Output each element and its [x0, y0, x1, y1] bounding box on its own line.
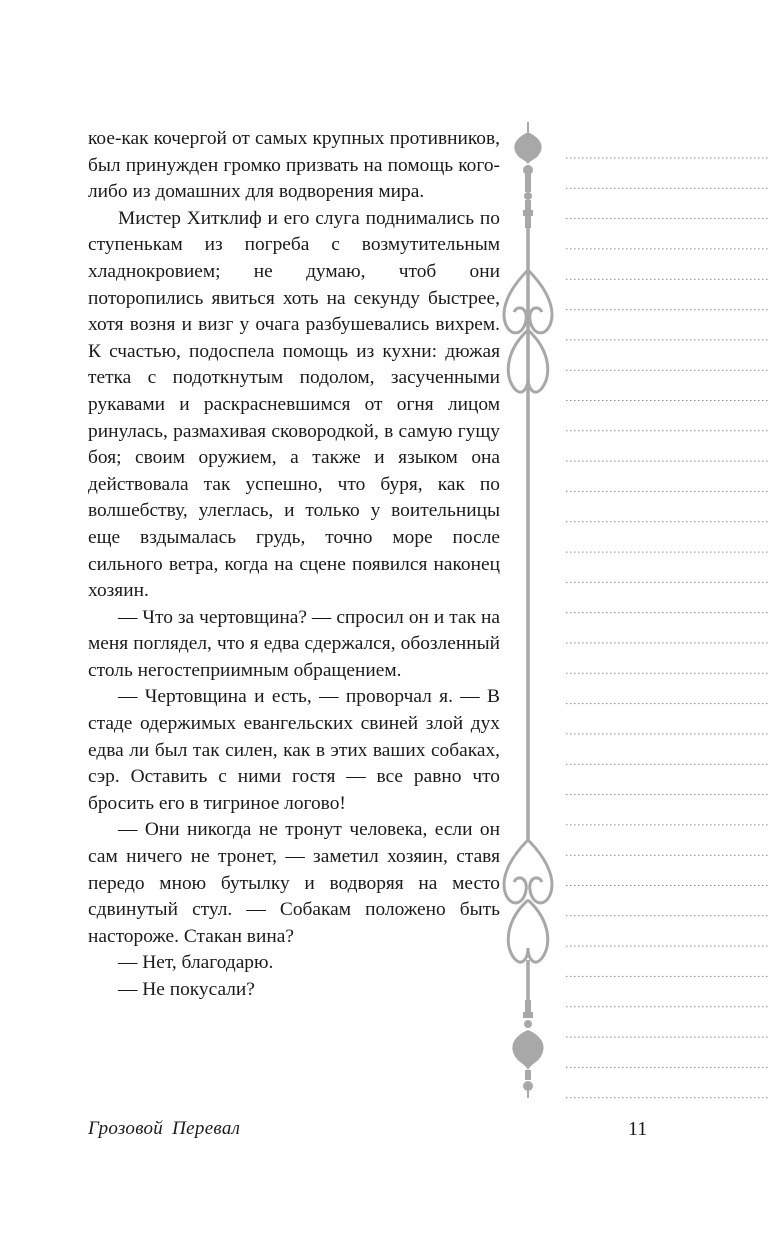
running-footer-title: Грозовой Перевал [88, 1118, 241, 1139]
paragraph-1: кое-как кочергой от самых крупных противников, был принужден громко призвать на помощь кого-либо из домашних для водворения мира. [88, 128, 500, 203]
paragraph-2: Мистер Хитклиф и его слуга поднимались по ступенькам из погреба с возмутительным хладнокровием; не думаю, чтоб они поторопились явиться хоть на секунду быстрее, хотя возня и визг у очага разбушевались вихрем. К счастью, подоспела помощь из кухни: дюжая тетка с подоткнутым подолом, засученными рукавами и раскрасневшимся от огня лицом ринулась, размахивая сковородкой, в самую гущу боя; своим оружием, а также и языком она действовала так успешно, что буря, как по волшебству, улеглась, и только у воительницы еще вздымалась грудь, точно море после сильного ветра, когда на сцене появился наконец хозяин. [88, 207, 500, 602]
decorative-divider [496, 120, 560, 1100]
note-lines [566, 128, 768, 1108]
paragraph-6: — Нет, благодарю. [118, 952, 274, 974]
page-number: 11 [628, 1118, 648, 1140]
paragraph-5: — Они никогда не тронут человека, если он сам ничего не тронет, — заметил хозяин, ставя передо мною бутылку и водворяя на место сдвинутый стул. — Собакам положено быть настороже. Стакан вина? [88, 819, 500, 947]
paragraph-7: — Не покусали? [118, 979, 255, 1000]
paragraph-4: — Чертовщина и есть, — проворчал я. — В стаде одержимых евангельских свиней злой дух едва ли был так силен, как в этих ваших собаках, сэр. Оставить с ними гостя — все равно что бросить его в тигриное логово! [88, 686, 500, 814]
body-text [88, 126, 500, 1004]
paragraph-3: — Что за чертовщина? — спросил он и так на меня поглядел, что я едва сдержался, обозленный столь негостеприимным обращением. [88, 606, 500, 681]
